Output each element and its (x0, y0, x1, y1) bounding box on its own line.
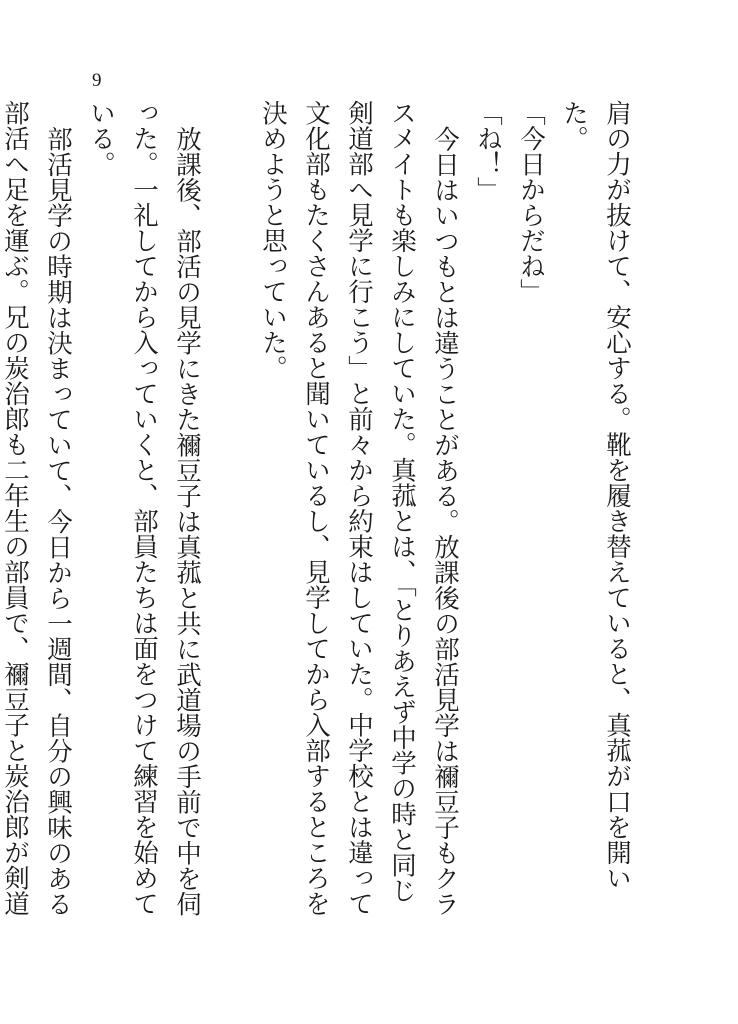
vertical-text-body (0, 100, 638, 920)
paragraph-break (208, 100, 251, 110)
paragraph-4: 今日はいつもとは違うことがある。放課後の部活見学は禰豆子もクラスメイトも楽しみにしていた。真菰とは、「とりあえず中学の時と同じ剣道部へ見学に行こう」と前々から約束はしていた。中学校とは違って文化部もたくさんあると聞いているし、見学してから入部するところを決めようと思っていた。 (258, 100, 460, 916)
paragraph-6-text: 部活見学の時期は決まっていて、今日から一週間、自分の興味のある部活へ足を運ぶ。兄の炭治郎も二年生の部員で、禰豆子と炭治郎が剣道 (0, 100, 73, 916)
page-number: 9 (92, 70, 102, 91)
paragraph-3: 「ね！」 (473, 100, 503, 202)
paragraph-6 (0, 100, 79, 920)
paragraph-1: 肩の力が抜けて、安心する。靴を履き替えていると、真菰が口を開いた。 (559, 100, 632, 891)
paragraph-2: 「今日からだね」 (516, 100, 546, 304)
paragraph-5: 放課後、部活の見学にきた禰豆子は真菰と共に武道場の手前で中を伺った。一礼してから入っていくと、部員たちは面をつけて練習を始めている。 (86, 100, 202, 916)
